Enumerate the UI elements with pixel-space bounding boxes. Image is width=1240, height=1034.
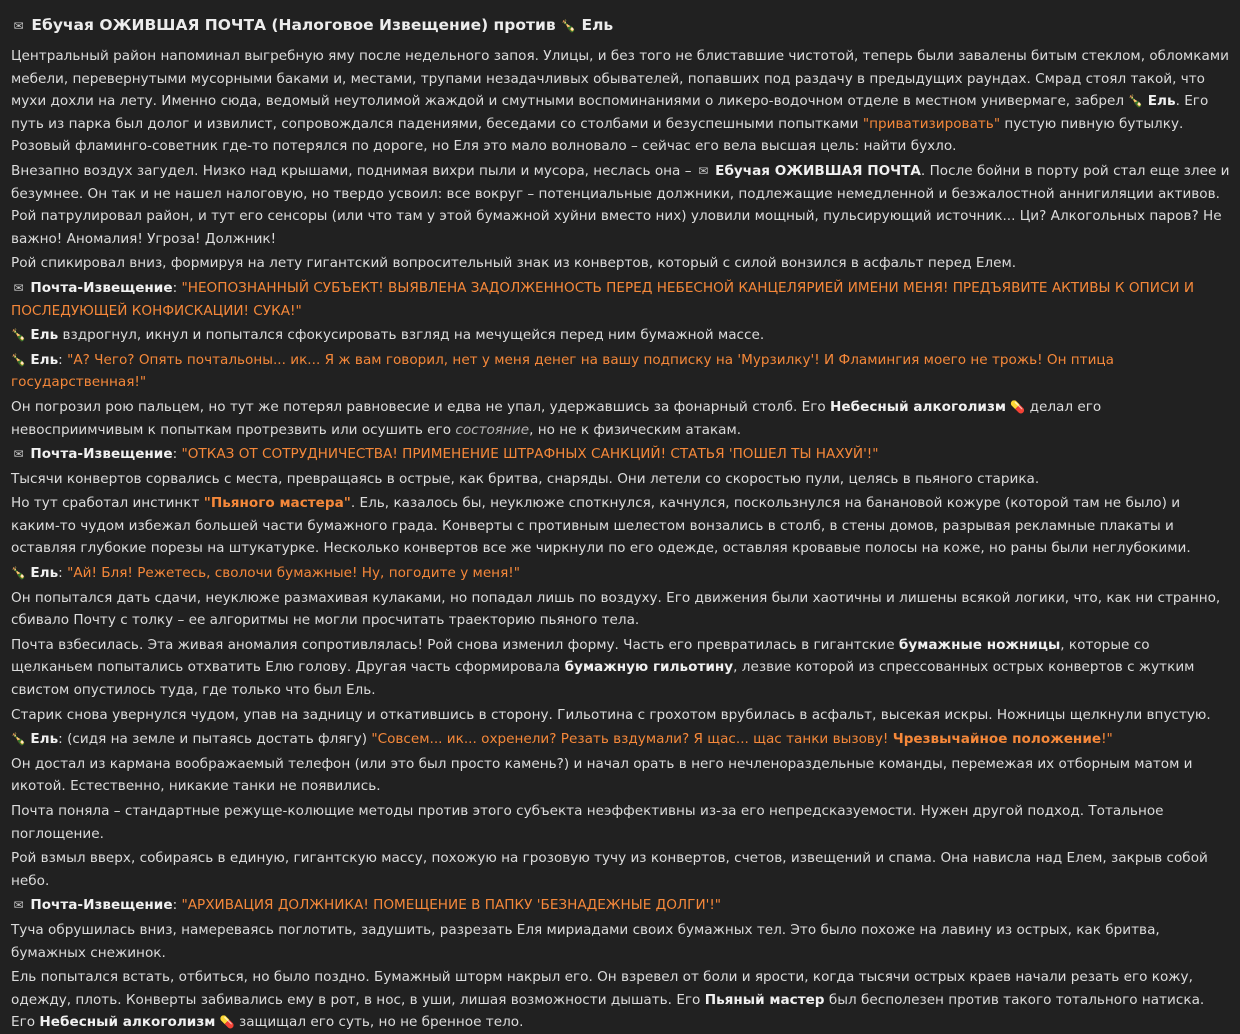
paragraph: 🍾 Ель вздрогнул, икнул и попытался сфокусировать взгляд на мечущейся перед ним бумажной массе.: [11, 324, 1232, 347]
paragraph: Но тут сработал инстинкт "Пьяного мастера". Ель, казалось бы, неуклюже споткнулся, качнулся, поскользнулся на банановой кожуре (которой там не было) и каким-то чудом избежал большей части бумажного града. Конверты с противным шелестом вонзались в столб, в стены домов, разрывая рекламные плакаты и оставляя глубокие порезы на штукатурке. Несколько конвертов все же чиркнули по его одежде, оставляя кровавые полосы на коже, но раны были неглубокими.: [11, 495, 1191, 557]
mail-icon: ✉: [13, 19, 24, 33]
paragraph: Центральный район напоминал выгребную яму после недельного запоя. Улицы, и без того не блиставшие чистотой, теперь были завалены битым стеклом, обломками мебели, перевернутыми мусорными баками и, местами, трупами незадачливых обывателей, попавших под раздачу в предыдущих раундах. Смрад стоял такой, что мухи дохли на лету. Именно сюда, ведомый неутолимой жаждой и смутными воспоминаниями о ликеро-водочном отделе в местном универмаге, забрел 🍾 Ель. Его путь из парка был долог и извилист, сопровождался падениями, беседами со столбами и безуспешными попытками "приватизировать" пустую пивную бутылку. Розовый фламинго-советник где-то потерялся по дороге, но Еля это мало волновало – сейчас его вела высшая цель: найти бухло.: [11, 48, 1229, 155]
bottle-icon: 🍾: [11, 328, 26, 343]
paragraph: Ель попытался встать, отбиться, но было поздно. Бумажный шторм накрыл его. Он взревел от боли и ярости, когда тысячи острых краев начали резать его кожу, одежду, плоть. Конверты забивались ему в рот, в нос, в уши, лишая возможности дышать. Его Пьяный мастер был бесполезен против такого тотального натиска. Его Небесный алкоголизм 💊 защищал его суть, но не бренное тело.: [11, 966, 1232, 1034]
document-title: ✉ Ебучая ОЖИВШАЯ ПОЧТА (Налоговое Извещение) против 🍾 Ель: [11, 12, 1232, 39]
bottle-icon: 🍾: [11, 352, 26, 367]
dialogue-line: ✉ Почта-Извещение: "ОТКАЗ ОТ СОТРУДНИЧЕСТВА! ПРИМЕНЕНИЕ ШТРАФНЫХ САНКЦИЙ! СТАТЬЯ 'ПОШЕЛ ТЫ НАХУЙ'!": [11, 443, 1232, 466]
mail-icon: ✉: [13, 280, 24, 295]
dialogue-line: ✉ Почта-Извещение: "НЕОПОЗНАННЫЙ СУБЪЕКТ! ВЫЯВЛЕНА ЗАДОЛЖЕННОСТЬ ПЕРЕД НЕБЕСНОЙ КАНЦЕЛЯРИЕЙ ИМЕНИ МЕНЯ! ПРЕДЪЯВИТЕ АКТИВЫ К ОПИСИ И ПОСЛЕДУЮЩЕЙ КОНФИСКАЦИИ! СУКА!": [11, 277, 1232, 322]
bottle-icon: 🍾: [1128, 94, 1144, 109]
dialogue-line: 🍾 Ель: (сидя на земле и пытаясь достать флягу) "Совсем... ик... охренели? Резать вздумали? Я щас... щас танки вызову! Чрезвычайное положение!": [11, 728, 1232, 751]
dialogue-line: ✉ Почта-Извещение: "АРХИВАЦИЯ ДОЛЖНИКА! ПОМЕЩЕНИЕ В ПАПКУ 'БЕЗНАДЕЖНЫЕ ДОЛГИ'!": [11, 894, 1232, 917]
paragraph: Почта взбесилась. Эта живая аномалия сопротивлялась! Рой снова изменил форму. Часть его превратилась в гигантские бумажные ножницы, которые со щелканьем попытались отхватить Елю голову. Другая часть сформировала бумажную гильотину, лезвие которой из спрессованных острых конвертов с жутким свистом опустилось туда, где только что был Ель.: [11, 636, 1195, 699]
bottle-icon: 🍾: [561, 19, 577, 33]
dialogue-line: 🍾 Ель: "Ай! Бля! Режетесь, сволочи бумажные! Ну, погодите у меня!": [11, 562, 1232, 585]
pill-icon: 💊: [1010, 399, 1026, 414]
paragraph: Рой спикировал вниз, формируя на лету гигантский вопросительный знак из конвертов, который с силой вонзился в асфальт перед Елем.: [11, 255, 1017, 272]
mail-icon: ✉: [698, 163, 709, 178]
paragraph: Рой взмыл вверх, собираясь в единую, гигантскую массу, похожую на грозовую тучу из конвертов, счетов, извещений и спама. Она нависла над Елем, закрыв собой небо.: [11, 850, 1208, 889]
paragraph: Почта поняла – стандартные режуще-колющие методы против этого субъекта неэффективны из-за его непредсказуемости. Нужен другой подход. Тотальное поглощение.: [11, 803, 1164, 842]
paragraph: Внезапно воздух загудел. Низко над крышами, поднимая вихри пыли и мусора, неслась она – ✉ Ебучая ОЖИВШАЯ ПОЧТА. После бойни в порту рой стал еще злее и безумнее. Он так и не нашел налоговую, но твердо усвоил: все вокруг – потенциальные должники, подлежащие немедленной и безжалостной аннигиляции активов. Рой патрулировал район, и тут его сенсоры (или что там у этой бумажной хуйни вместо них) уловили мощный, пульсирующий источник... Ци? Алкогольных паров? Не важно! Аномалия! Угроза! Должник!: [11, 160, 1232, 250]
paragraph: Он погрозил рою пальцем, но тут же потерял равновесие и едва не упал, удержавшись за фонарный столб. Его Небесный алкоголизм 💊 делал его невосприимчивым к попыткам протрезвить или осушить его состояние, но не к физическим атакам.: [11, 396, 1232, 441]
dialogue-line: 🍾 Ель: "А? Чего? Опять почтальоны... ик... Я ж вам говорил, нет у меня денег на вашу подписку на 'Мурзилку'! И Фламингия моего не трожь! Он птица государственная!": [11, 349, 1232, 394]
pill-icon: 💊: [219, 1015, 235, 1030]
mail-icon: ✉: [13, 898, 24, 913]
paragraph: Он попытался дать сдачи, неуклюже размахивая кулаками, но попадал лишь по воздуху. Его движения были хаотичны и лишены всякой логики, что, как ни странно, сбивало Почту с толку – ее алгоритмы не могли просчитать траекторию пьяного тела.: [11, 589, 1221, 629]
paragraph: Старик снова увернулся чудом, упав на задницу и откатившись в сторону. Гильотина с грохотом врубилась в асфальт, высекая искры. Ножницы щелкнули впустую.: [11, 706, 1211, 723]
paragraph: Тысячи конвертов сорвались с места, превращаясь в острые, как бритва, снаряды. Они летели со скоростью пули, целясь в пьяного старика.: [11, 470, 1040, 487]
paragraph: Туча обрушилась вниз, намереваясь поглотить, задушить, разрезать Еля мириадами своих бумажных тел. Это было похоже на лавину из острых, как бритва, бумажных снежинок.: [11, 921, 1160, 961]
mail-icon: ✉: [13, 447, 24, 462]
bottle-icon: 🍾: [11, 566, 26, 581]
bottle-icon: 🍾: [11, 732, 26, 747]
paragraph: Он достал из кармана воображаемый телефон (или это был просто камень?) и начал орать в него нечленораздельные команды, перемежая их отборным матом и икотой. Естественно, никакие танки не появились.: [11, 755, 1193, 795]
